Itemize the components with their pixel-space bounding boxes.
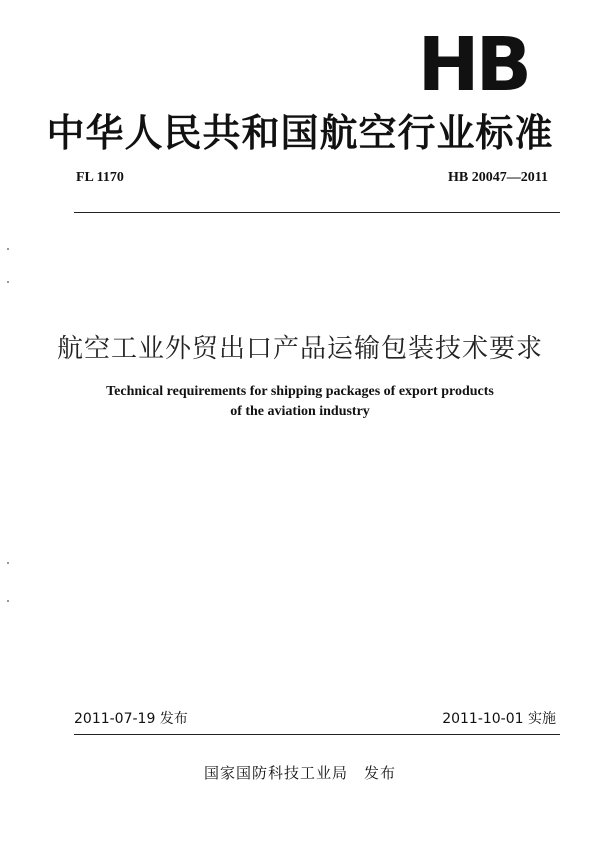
effective-date: 2011-10-01 实施 <box>442 711 556 727</box>
issuer <box>0 762 600 783</box>
org-title: 中华人民共和国航空行业标准 <box>46 111 554 155</box>
standard-title-english <box>0 382 600 422</box>
scan-artifact <box>7 281 9 283</box>
scan-artifact <box>7 600 9 602</box>
standard-title-chinese: 航空工业外贸出口产品运输包装技术要求 <box>56 334 543 364</box>
issuer-name: 国家国防科技工业局 <box>203 764 348 782</box>
scan-artifact <box>7 562 9 564</box>
hb-logo: HB <box>417 22 528 108</box>
classification-code: FL 1170 <box>76 170 124 185</box>
issuer-action: 发布 <box>364 764 397 782</box>
issue-date: 2011-07-19 发布 <box>74 711 188 727</box>
standard-number: HB 20047—2011 <box>448 170 548 185</box>
english-title-line-1: Technical requirements for shipping packages of export products <box>106 384 494 399</box>
header-divider <box>74 212 560 213</box>
footer-divider <box>74 734 560 735</box>
scan-artifact <box>7 248 9 250</box>
english-title-line-2: of the aviation industry <box>230 404 370 419</box>
